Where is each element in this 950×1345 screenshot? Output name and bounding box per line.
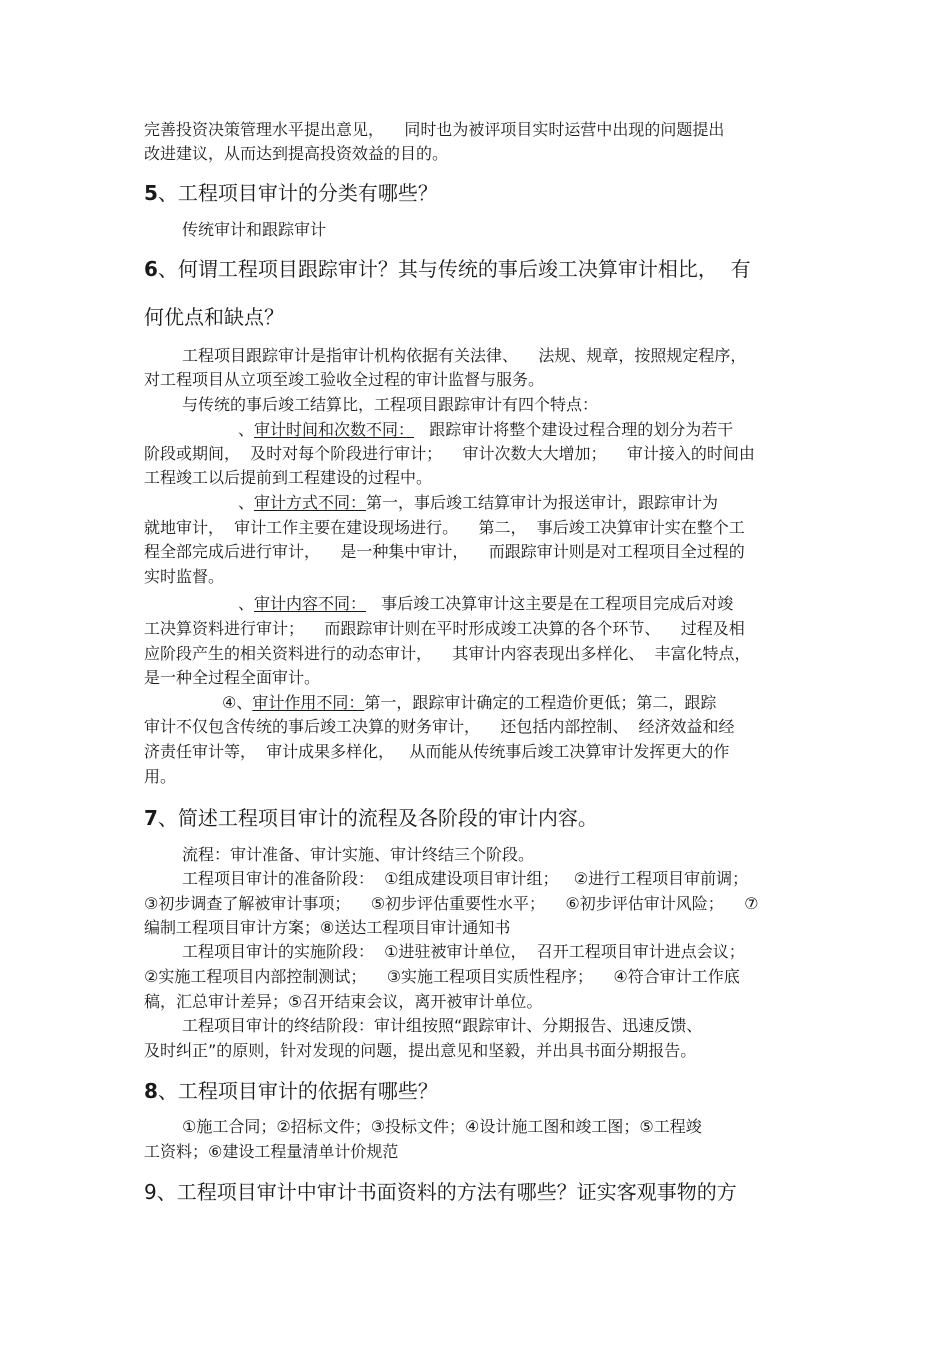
question-7-heading (144, 806, 598, 830)
body-line: 工程竣工以后提前到工程建设的过程中。 (144, 468, 433, 487)
feature-label: 审计内容不同： (254, 594, 367, 613)
body-line: 及时纠正”的原则，针对发现的问题，提出意见和坚毅，并出具书面分期报告。 (144, 1041, 697, 1060)
feature-prefix: 、 (238, 594, 255, 613)
body-line: ①施工合同；②招标文件；③投标文件；④设计施工图和竣工图；⑤工程竣 (182, 1117, 702, 1136)
body-line: 工程项目审计的终结阶段：审计组按照“跟踪审计、分期报告、迅速反馈、 (182, 1016, 703, 1035)
body-line: 编制工程项目审计方案；⑧送达工程项目审计通知书 (144, 918, 511, 937)
answer-line: 传统审计和跟踪审计 (182, 220, 327, 239)
question-title: 、工程项目审计的分类有哪些？ (157, 181, 438, 205)
body-line: 用。 (144, 767, 177, 786)
body-line: 是一种全过程全面审计。 (144, 668, 321, 687)
feature-1 (238, 420, 733, 440)
feature-prefix: ④、 (222, 693, 253, 712)
question-6-heading-cont: 何优点和缺点？ (144, 305, 284, 329)
feature-prefix: 、 (238, 493, 255, 512)
body-line: 工程项目跟踪审计是指审计机构依据有关法律、 法规、规章，按照规定程序， (182, 346, 747, 365)
question-5-heading (144, 181, 438, 205)
feature-text: 第一，跟踪审计确定的工程造价更低；第二，跟踪 (364, 693, 717, 712)
body-line: 工决算资料进行审计； 而跟踪审计则在平时形成竣工决算的各个环节、 过程及相 (144, 619, 745, 638)
feature-2 (238, 493, 718, 513)
feature-label: 审计作用不同： (252, 693, 365, 712)
question-6-heading (144, 257, 751, 281)
body-line: 工程项目审计的准备阶段： ①组成建设项目审计组； ②进行工程项目审前调； (182, 869, 749, 888)
body-line: 与传统的事后竣工结算比，工程项目跟踪审计有四个特点： (182, 395, 599, 414)
feature-4 (222, 693, 716, 713)
body-line: 对工程项目从立项至竣工验收全过程的审计监督与服务。 (144, 370, 545, 389)
body-line: 工程项目审计的实施阶段： ①进驻被审计单位， 召开工程项目审计进点会议； (182, 942, 745, 961)
question-number: 6 (144, 257, 158, 281)
question-title: 、简述工程项目审计的流程及各阶段的审计内容。 (157, 806, 598, 830)
feature-text: 第一，事后竣工结算审计为报送审计，跟踪审计为 (366, 493, 719, 512)
question-9-heading (144, 1180, 737, 1204)
body-line: 审计不仅包含传统的事后竣工决算的财务审计， 还包括内部控制、 经济效益和经 (144, 717, 735, 736)
body-line: 改进建议，从而达到提高投资效益的目的。 (144, 144, 449, 163)
body-line: 稿，汇总审计差异；⑤召开结束会议，离开被审计单位。 (144, 992, 543, 1011)
feature-text: 事后竣工决算审计这主要是在工程项目完成后对竣 (366, 594, 734, 613)
question-number: 7 (144, 806, 158, 830)
body-line: 就地审计， 审计工作主要在建设现场进行。 第二， 事后竣工决算审计实在整个工 (144, 518, 745, 537)
body-line: 济责任审计等， 审计成果多样化， 从而能从传统事后竣工决算审计发挥更大的作 (144, 742, 730, 761)
body-line: 阶段或期间， 及时对每个阶段进行审计； 审计次数大大增加； 审计接入的时间由 (144, 444, 755, 463)
body-line: ③初步调查了解被审计事项； ⑤初步评估重要性水平； ⑥初步评估审计风险； ⑦ (144, 894, 759, 913)
body-line: 程全部完成后进行审计， 是一种集中审计， 而跟踪审计则是对工程项目全过程的 (144, 542, 745, 561)
body-line: 应阶段产生的相关资料进行的动态审计， 其审计内容表现出多样化、 丰富化特点， (144, 644, 751, 663)
feature-label: 审计方式不同： (254, 493, 367, 512)
feature-3 (238, 594, 733, 614)
feature-label: 审计时间和次数不同： (254, 420, 415, 439)
question-number: 9 (144, 1180, 157, 1204)
question-number: 5 (144, 181, 158, 205)
question-title: 、工程项目审计中审计书面资料的方法有哪些？证实客观事物的方 (156, 1180, 737, 1204)
feature-prefix: 、 (238, 420, 255, 439)
feature-text: 跟踪审计将整个建设过程合理的划分为若干 (414, 420, 734, 439)
body-line: ②实施工程项目内部控制测试； ③实施工程项目实质性程序； ④符合审计工作底 (144, 967, 740, 986)
question-title: 、工程项目审计的依据有哪些？ (157, 1079, 438, 1103)
question-title: 、何谓工程项目跟踪审计？其与传统的事后竣工决算审计相比， 有 (157, 257, 751, 281)
body-line: 流程：审计准备、审计实施、审计终结三个阶段。 (182, 845, 535, 864)
body-line: 完善投资决策管理水平提出意见， 同时也为被评项目实时运营中出现的问题提出 (144, 120, 725, 139)
question-8-heading (144, 1079, 438, 1103)
question-number: 8 (144, 1079, 158, 1103)
body-line: 实时监督。 (144, 567, 225, 586)
body-line: 工资料；⑥建设工程量清单计价规范 (144, 1142, 399, 1161)
